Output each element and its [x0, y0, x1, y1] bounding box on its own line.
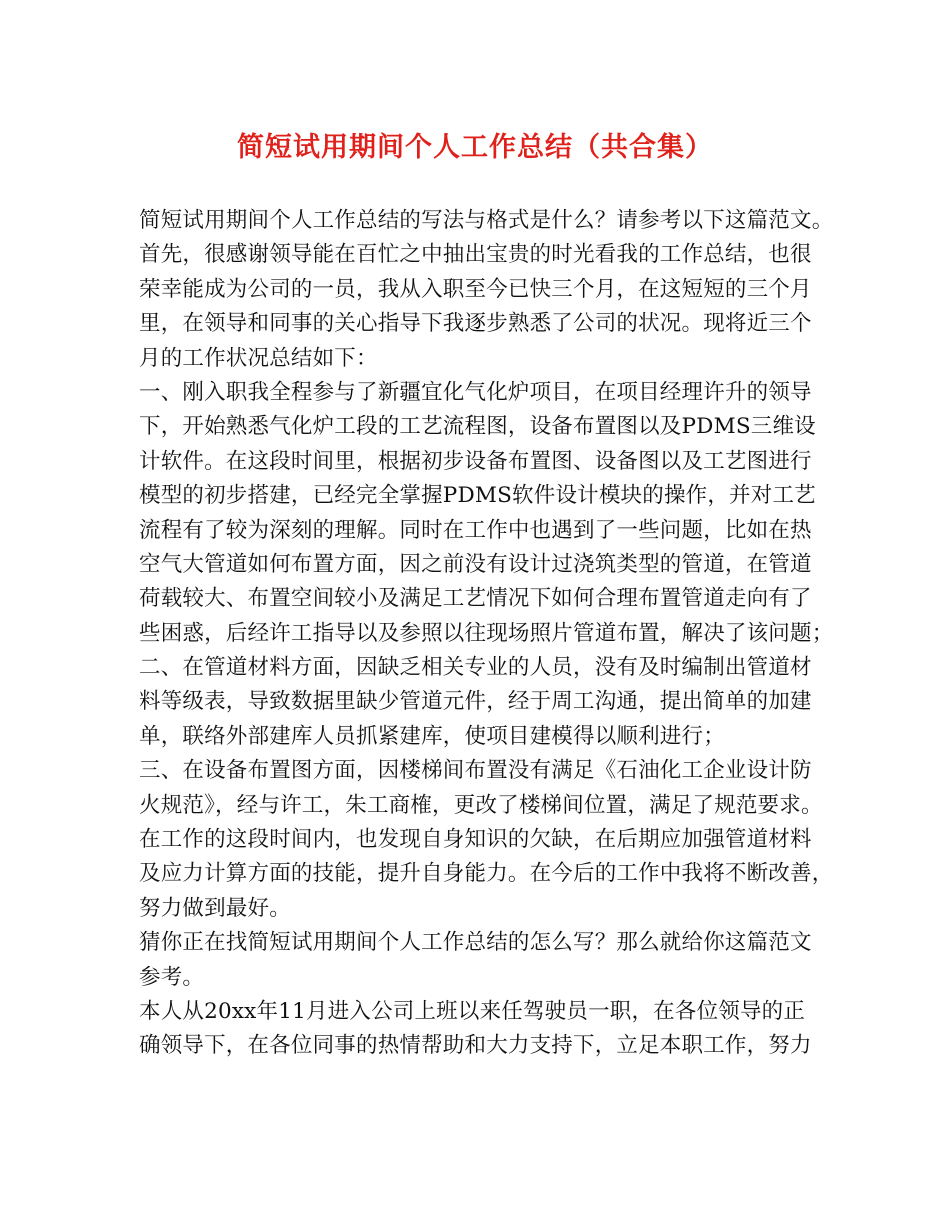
body-line: 里，在领导和同事的关心指导下我逐步熟悉了公司的状况。现将近三个 — [139, 311, 812, 337]
body-line: 参考。 — [139, 964, 205, 990]
body-line: 三、在设备布置图方面，因楼梯间布置没有满足《石油化工企业设计防 — [139, 758, 812, 784]
body-line: 荣幸能成为公司的一员，我从入职至今已快三个月，在这短短的三个月 — [139, 276, 812, 302]
body-line: 在工作的这段时间内，也发现自身知识的欠缺，在后期应加强管道材料 — [139, 827, 812, 853]
document-body — [139, 204, 834, 1064]
body-line: 猜你正在找简短试用期间个人工作总结的怎么写？那么就给你这篇范文 — [139, 930, 812, 956]
body-line: 下，开始熟悉气化炉工段的工艺流程图，设备布置图以及PDMS三维设 — [139, 414, 816, 440]
body-line: 流程有了较为深刻的理解。同时在工作中也遇到了一些问题，比如在热 — [139, 517, 812, 543]
body-line: 些困惑，后经许工指导以及参照以往现场照片管道布置，解决了该问题； — [139, 620, 834, 646]
body-line: 首先，很感谢领导能在百忙之中抽出宝贵的时光看我的工作总结，也很 — [139, 242, 812, 268]
body-line: 料等级表，导致数据里缺少管道元件，经于周工沟通，提出简单的加建 — [139, 689, 812, 715]
body-line: 努力做到最好。 — [139, 895, 291, 921]
body-line: 确领导下，在各位同事的热情帮助和大力支持下，立足本职工作，努力 — [139, 1033, 812, 1059]
body-line: 计软件。在这段时间里，根据初步设备布置图、设备图以及工艺图进行 — [139, 448, 812, 474]
body-line: 二、在管道材料方面，因缺乏相关专业的人员，没有及时编制出管道材 — [139, 655, 812, 681]
body-line: 月的工作状况总结如下： — [139, 345, 378, 371]
body-line: 单，联络外部建库人员抓紧建库，使项目建模得以顺利进行； — [139, 723, 725, 749]
body-line: 火规范》，经与许工，朱工商榷，更改了楼梯间位置，满足了规范要求。 — [139, 792, 823, 818]
body-line: 空气大管道如何布置方面，因之前没有设计过浇筑类型的管道，在管道 — [139, 551, 812, 577]
body-line: 模型的初步搭建，已经完全掌握PDMS软件设计模块的操作，并对工艺 — [139, 483, 816, 509]
body-line: 一、刚入职我全程参与了新疆宜化气化炉项目，在项目经理许升的领导 — [139, 379, 812, 405]
body-line: 荷载较大、布置空间较小及满足工艺情况下如何合理布置管道走向有了 — [139, 586, 812, 612]
document-title: 简短试用期间个人工作总结（共合集） — [237, 132, 713, 163]
body-line: 本人从20xx年11月进入公司上班以来任驾驶员一职，在各位领导的正 — [139, 998, 806, 1024]
body-line: 简短试用期间个人工作总结的写法与格式是什么？请参考以下这篇范文。 — [139, 208, 834, 233]
body-line: 及应力计算方面的技能，提升自身能力。在今后的工作中我将不断改善， — [139, 861, 834, 887]
